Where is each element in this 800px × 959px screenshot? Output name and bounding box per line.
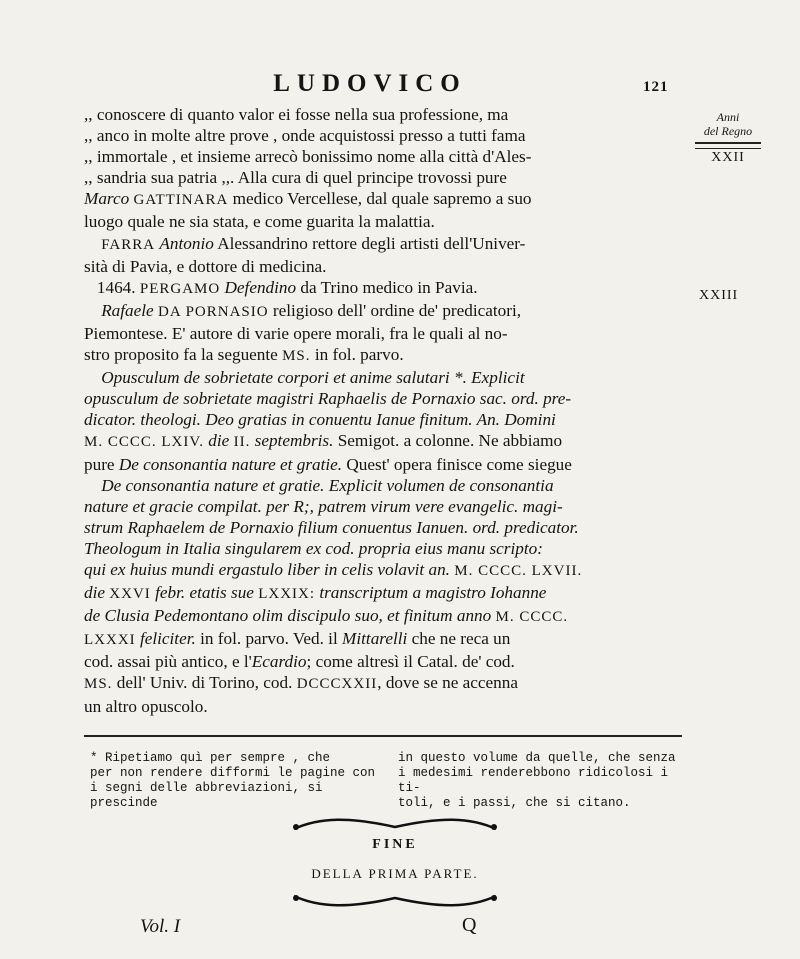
footnote-line: per non rendere difformi le pagine con [90, 766, 376, 780]
text-line [84, 517, 682, 538]
text-line [84, 188, 682, 211]
text-italic: opusculum de sobrietate magistri Raphaelis de Pornaxio sac. ord. pre- [84, 389, 572, 409]
text-run: religioso dell' ordine de' predicatori, [272, 300, 522, 320]
text-line [84, 367, 682, 388]
text-line: luogo quale ne sia stata, e come guarita la malattia. [84, 212, 435, 232]
footnote-line: i medesimi renderebbono ridicolosi i ti- [398, 766, 669, 795]
text-date: M. CCCC. [495, 609, 569, 626]
ending-fine: FINE [372, 837, 418, 852]
text-line: sità di Pavia, e dottore di medicina. [84, 256, 327, 276]
text-date: XXVI [109, 586, 151, 603]
text-italic: die [208, 431, 230, 451]
text-italic: Opusculum de sobrietate corpori et anime salutari *. Explicit [101, 368, 525, 388]
text-run: cod. assai più antico, e l' [84, 652, 252, 672]
text-italic: febr. etatis sue [155, 583, 254, 603]
text-italic: transcriptum a magistro Iohanne [319, 583, 547, 603]
text-abbrev: MS. [84, 676, 113, 693]
text-name: GATTINARA [133, 192, 229, 209]
page-number: 121 [643, 79, 669, 95]
text-date: M. CCCC. LXIV. [84, 434, 204, 451]
text-line [84, 388, 682, 409]
text-italic: Theologum in Italia singularem ex cod. propria eius manu scripto: [84, 538, 543, 558]
text-date: LXXIX: [258, 586, 316, 603]
text-italic: septembris. [254, 431, 334, 451]
margin-note-regnal-year [688, 110, 768, 165]
text-name: PERGAMO [139, 280, 221, 297]
text-date: II. [233, 434, 251, 451]
ornament-top [290, 815, 500, 835]
text-line: ,, sandria sua patria ,,. Alla cura di quel principe trovossi pure [84, 168, 507, 188]
text-run: , dove se ne accenna [377, 673, 518, 693]
text-line [84, 430, 682, 453]
margin-year-xxiii: XXIII [699, 288, 739, 303]
margin-rule [695, 142, 761, 149]
text-run: in fol. parvo. Ved. il [200, 629, 338, 649]
text-line [84, 651, 682, 672]
running-title: LUDOVICO [273, 70, 467, 97]
text-run: che ne reca un [411, 629, 511, 649]
text-line [84, 344, 682, 367]
text-line [84, 672, 682, 695]
text-run: dell' Univ. di Torino, cod. [116, 673, 293, 693]
text-italic: qui ex huius mundi ergastulo liber in celis volavit an. [84, 559, 450, 579]
text-line: ,, immortale , et insieme arrecò bonissimo nome alla città d'Ales- [84, 147, 532, 167]
text-line [84, 605, 682, 628]
text-line [84, 475, 682, 496]
footnote-line: * Ripetiamo quì per sempre , che [90, 751, 331, 765]
text-line [84, 559, 682, 582]
footnote-line: in questo volume da quelle, che senza [398, 751, 676, 765]
text-line: ,, conoscere di quanto valor ei fosse nella sua professione, ma [84, 105, 509, 124]
footnote-rule [84, 735, 682, 737]
text-italic: Antonio [159, 233, 214, 253]
text-italic: die [84, 583, 105, 603]
text-run: stro proposito fa la seguente [84, 345, 278, 365]
text-italic: Rafaele [101, 300, 154, 320]
text-line [84, 233, 682, 256]
margin-del-regno: del Regno [703, 124, 753, 138]
text-italic: Marco [84, 189, 130, 209]
text-italic: Defendino [224, 277, 297, 297]
text-italic: feliciter. [139, 629, 196, 649]
text-run: in fol. parvo. [314, 345, 404, 365]
text-run: da Trino medico in Pavia. [300, 277, 478, 297]
margin-year-xxii: XXII [711, 150, 745, 165]
footnote-left-column [90, 751, 380, 811]
text-date: M. CCCC. LXVII. [454, 562, 583, 579]
footnote-line: i segni delle abbreviazioni, si prescinde [90, 781, 323, 810]
text-line [84, 628, 682, 651]
margin-anni: Anni [716, 110, 740, 124]
text-line [84, 496, 682, 517]
text-line [84, 454, 682, 475]
text-line: un altro opuscolo. [84, 696, 208, 716]
text-line [84, 409, 682, 430]
text-run: Quest' opera finisce come siegue [346, 454, 572, 474]
text-italic: Mittarelli [342, 629, 408, 649]
ending-della-prima-parte: DELLA PRIMA PARTE. [311, 866, 479, 881]
text-abbrev: MS. [282, 348, 311, 365]
text-italic: nature et gracie compilat. per R;, patrem virum vere evangelic. magi- [84, 496, 563, 516]
text-run: Alessandrino rettore degli artisti dell'Univer- [217, 233, 526, 253]
text-italic: strum Raphaelem de Pornaxio filium conuentus Ianuen. ord. predicator. [84, 517, 579, 537]
text-line [84, 582, 682, 605]
text-italic: De consonantia nature et gratie. [118, 454, 343, 474]
text-line: Piemontese. E' autore di varie opere morali, fra le quali al no- [84, 323, 508, 343]
text-line: ,, anco in molte altre prove , onde acquistossi presso a tutti fama [84, 126, 526, 146]
signature-mark: Q [462, 914, 477, 936]
footnote-right-column [398, 751, 688, 811]
ornament-bottom [290, 890, 500, 910]
text-italic: de Clusia Pedemontano olim discipulo suo, et finitum anno [84, 606, 492, 626]
text-number: DCCCXXII [296, 676, 378, 693]
text-italic: dicator. theologi. Deo gratias in conuentu Ianue finitum. An. Domini [84, 410, 556, 430]
text-line [84, 300, 682, 323]
text-line [84, 277, 682, 300]
text-run: Semigot. a colonne. Ne abbiamo [337, 431, 563, 451]
text-run: ; come altresì il Catal. de' cod. [306, 652, 515, 672]
text-run: pure [84, 454, 115, 474]
text-italic: Ecardio [251, 652, 307, 672]
text-run: medico Vercellese, dal quale sapremo a suo [232, 189, 532, 209]
text-italic: De consonantia nature et gratie. Explicit volumen de consonantia [101, 475, 554, 495]
main-text [84, 104, 682, 717]
text-name: DA PORNASIO [157, 303, 269, 320]
text-date: LXXXI [84, 632, 136, 649]
volume-label: Vol. I [140, 916, 181, 937]
footnote-line: toli, e i passi, che si citano. [398, 796, 631, 810]
text-year: 1464. [96, 277, 136, 297]
text-line [84, 538, 682, 559]
text-name: FARRA [101, 236, 156, 253]
